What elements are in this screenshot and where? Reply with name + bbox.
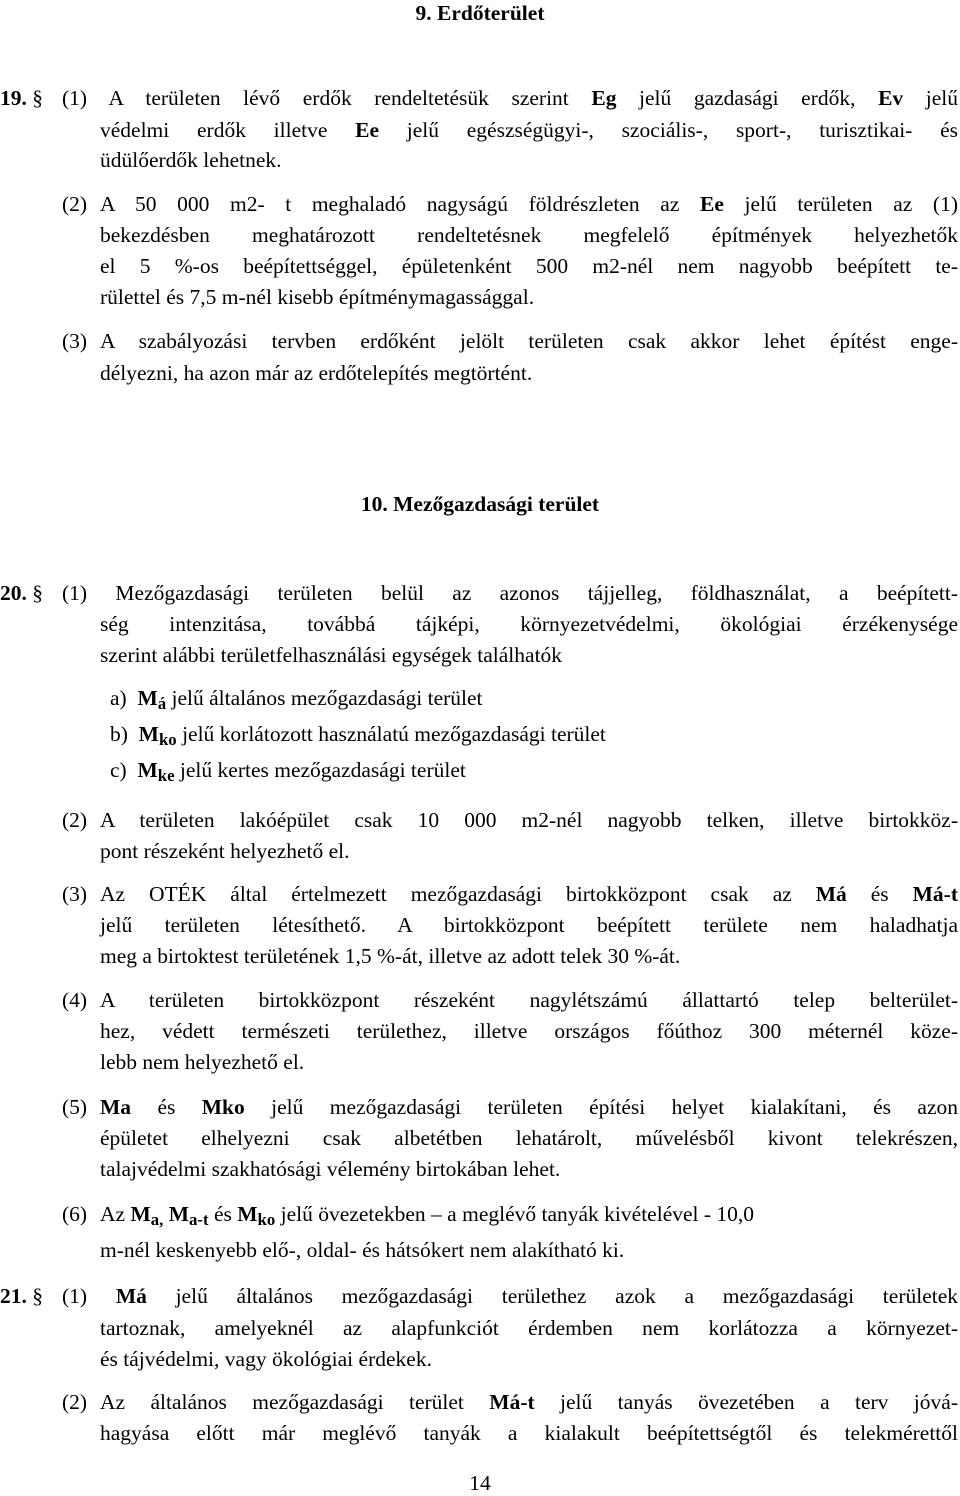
p20-5-number: (5) [62, 1095, 88, 1119]
p21-2-line2: hagyása előtt már meglévő tanyák a kialakult beépítettségtől és telekmérettől [100, 1421, 958, 1445]
p20-1-item-b: b) Mko jelű korlátozott használatú mezőgazdasági terület [110, 722, 606, 749]
p20-3-line2: jelű területen létesíthető. A birtokközpont beépített területe nem haladhatja [100, 913, 958, 937]
section-title-erdoterulet: 9. Erdőterület [415, 1, 545, 25]
p20-2-number: (2) [62, 808, 88, 832]
p21-2-number: (2) [62, 1390, 88, 1414]
p20-5-line1: Ma és Mko jelű mezőgazdasági területen építési helyet kialakítani, és azon [100, 1095, 958, 1119]
p20-3-number: (3) [62, 882, 88, 906]
p20-6-number: (6) [62, 1202, 88, 1226]
p20-1-line3: szerint alábbi területfelhasználási egységek találhatók [100, 643, 563, 667]
p20-1-item-c: c) Mke jelű kertes mezőgazdasági terület [110, 758, 466, 785]
section-title-mezogazdasagi: 10. Mezőgazdasági terület [360, 492, 600, 516]
p20-3-line1: Az OTÉK által értelmezett mezőgazdasági birtokközpont csak az Má és Má-t [100, 882, 958, 906]
p19-3-line2: délyezni, ha azon már az erdőtelepítés megtörtént. [100, 361, 533, 385]
p19-2-line1: A 50 000 m2- t meghaladó nagyságú földrészleten az Ee jelű területen az (1) [100, 192, 958, 216]
p20-1-line2: ség intenzitása, továbbá tájképi, környezetvédelmi, ökológiai érzékenysége [100, 612, 958, 636]
paragraph-19-heading: 19. § [0, 86, 43, 110]
p19-1-line2: védelmi erdők illetve Ee jelű egészségügyi-, szociális-, sport-, turisztikai- és [100, 118, 958, 142]
paragraph-21-heading: 21. § [0, 1284, 43, 1308]
p20-5-line3: talajvédelmi szakhatósági vélemény birtokában lehet. [100, 1157, 561, 1181]
p19-1-line3: üdülőerdők lehetnek. [100, 148, 282, 172]
p20-2-line1: A területen lakóépület csak 10 000 m2-nél nagyobb telken, illetve birtokköz- [100, 808, 958, 832]
p19-3-number: (3) [62, 329, 88, 353]
p21-2-line1: Az általános mezőgazdasági terület Má-t jelű tanyás övezetében a terv jóvá- [100, 1390, 958, 1414]
p20-1-line1: (1) Mezőgazdasági területen belül az azonos tájjelleg, földhasználat, a beépített- [62, 581, 958, 605]
p19-2-line4: rülettel és 7,5 m-nél kisebb építménymagassággal. [100, 285, 535, 309]
p20-1-item-a: a) Má jelű általános mezőgazdasági terület [110, 686, 483, 713]
p20-6-line1: Az Ma, Ma-t és Mko jelű övezetekben – a meglévő tanyák kivételével - 10,0 [100, 1202, 755, 1229]
p21-1-line2: tartoznak, amelyeknél az alapfunkciót érdemben nem korlátozza a környezet- [100, 1316, 958, 1340]
p20-5-line2: épületet elhelyezni csak albetétben lehatárolt, művelésből kivont telekrészen, [100, 1126, 958, 1150]
p20-4-line3: lebb nem helyezhető el. [100, 1050, 305, 1074]
p20-4-number: (4) [62, 988, 88, 1012]
p21-1-line1: (1) Má jelű általános mezőgazdasági területhez azok a mezőgazdasági területek [62, 1284, 959, 1308]
p19-2-line3: el 5 %-os beépítettséggel, épületenként 500 m2-nél nem nagyobb beépített te- [100, 254, 958, 278]
p20-3-line3: meg a birtoktest területének 1,5 %-át, illetve az adott telek 30 %-át. [100, 944, 681, 968]
p20-2-line2: pont részeként helyezhető el. [100, 839, 350, 863]
p19-1-line1: (1) A területen lévő erdők rendeltetésük szerint Eg jelű gazdasági erdők, Ev jelű [62, 86, 958, 110]
p19-3-line1: A szabályozási tervben erdőként jelölt területen csak akkor lehet építést enge- [100, 329, 958, 353]
p19-2-line2: bekezdésben meghatározott rendeltetésnek megfelelő építmények helyezhetők [100, 223, 958, 247]
page-number: 14 [469, 1471, 491, 1495]
p20-6-line2: m-nél keskenyebb elő-, oldal- és hátsókert nem alakítható ki. [100, 1238, 625, 1262]
paragraph-20-heading: 20. § [0, 581, 43, 605]
p19-2-number: (2) [62, 192, 88, 216]
p20-4-line1: A területen birtokközpont részeként nagylétszámú állattartó telep belterület- [100, 988, 958, 1012]
p20-4-line2: hez, védett természeti területhez, illetve országos főúthoz 300 méternél köze- [100, 1019, 958, 1043]
p21-1-line3: és tájvédelmi, vagy ökológiai érdekek. [100, 1347, 432, 1371]
